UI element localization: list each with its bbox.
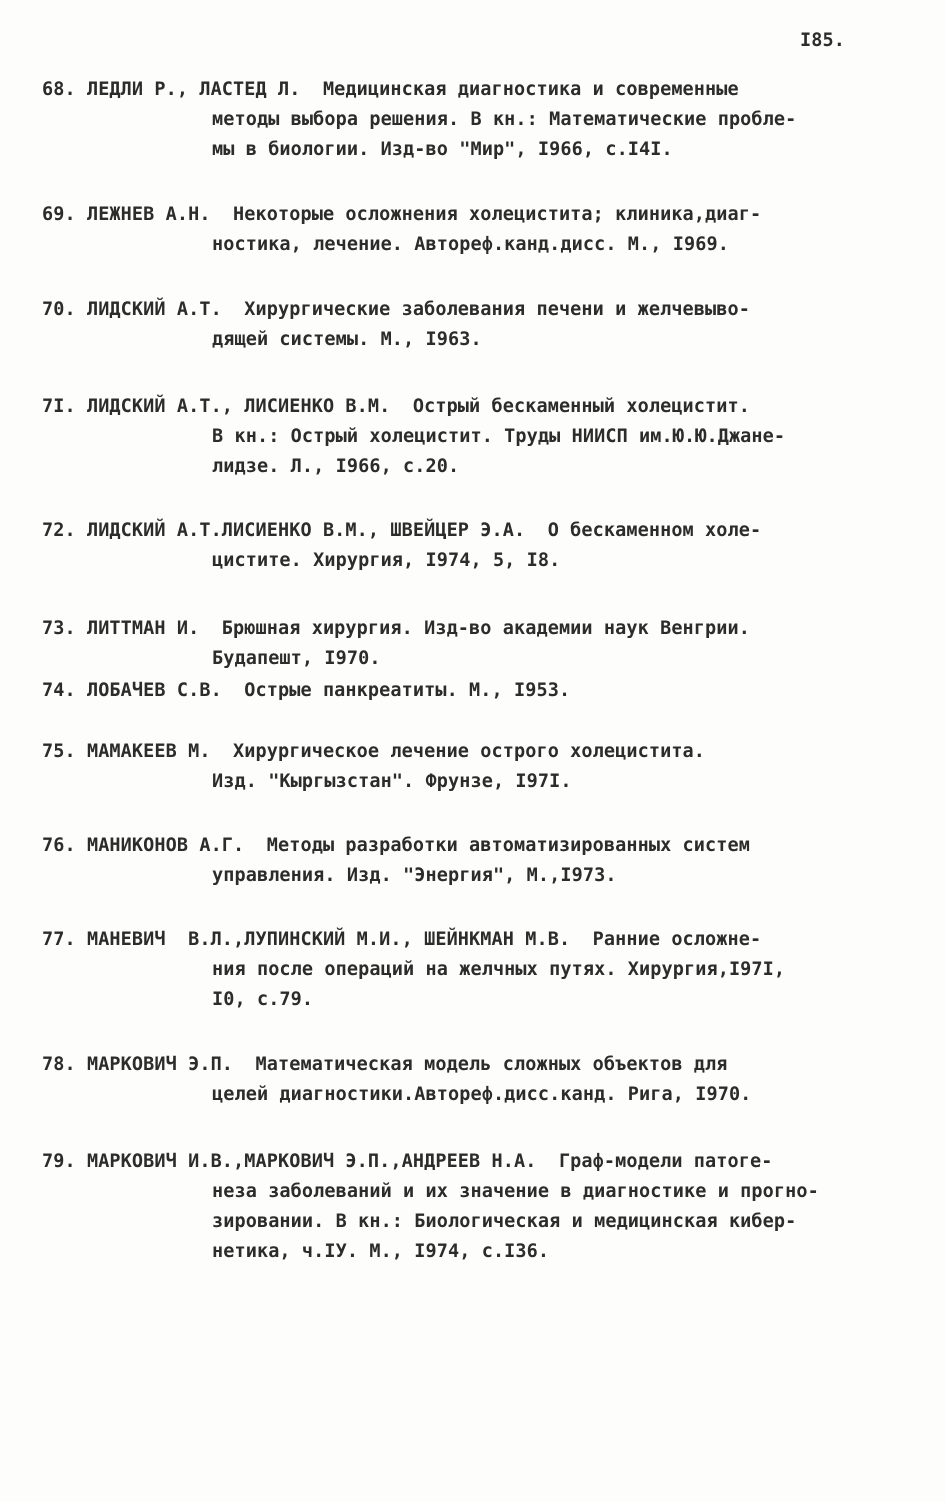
entry-line: ния после операций на желчных путях. Хирургия,I97I, bbox=[212, 959, 786, 980]
bibliography-entry-74 bbox=[42, 676, 912, 706]
bibliography-entry-68 bbox=[42, 75, 912, 165]
bibliography-entry-73 bbox=[42, 614, 912, 674]
entry-line: 75. МАМАКЕЕВ М. Хирургическое лечение острого холецистита. bbox=[42, 741, 706, 762]
entry-line: зировании. В кн.: Биологическая и медицинская кибер- bbox=[212, 1211, 797, 1232]
entry-line: неза заболеваний и их значение в диагностике и прогно- bbox=[212, 1181, 819, 1202]
entry-line: I0, с.79. bbox=[212, 989, 314, 1010]
bibliography-entry-79 bbox=[42, 1147, 912, 1267]
entry-line: 70. ЛИДСКИЙ А.Т. Хирургические заболевания печени и желчевыво- bbox=[42, 299, 750, 320]
entry-line: 79. МАРКОВИЧ И.В.,МАРКОВИЧ Э.П.,АНДРЕЕВ Н.А. Граф-модели патоге- bbox=[42, 1151, 773, 1172]
entry-line: мы в биологии. Изд-во "Мир", I966, с.I4I. bbox=[212, 139, 673, 160]
entry-line: 76. МАНИКОНОВ А.Г. Методы разработки автоматизированных систем bbox=[42, 835, 750, 856]
page-number: I85. bbox=[800, 30, 845, 51]
bibliography-entry-72 bbox=[42, 516, 912, 576]
entry-line: ностика, лечение. Автореф.канд.дисс. М., I969. bbox=[212, 234, 729, 255]
entry-line: цистите. Хирургия, I974, 5, I8. bbox=[212, 550, 561, 571]
entry-line: 78. МАРКОВИЧ Э.П. Математическая модель сложных объектов для bbox=[42, 1054, 728, 1075]
entry-line: 69. ЛЕЖНЕВ А.Н. Некоторые осложнения холецистита; клиника,диаг- bbox=[42, 204, 762, 225]
entry-line: 74. ЛОБАЧЕВ С.В. Острые панкреатиты. М., I953. bbox=[42, 680, 571, 701]
bibliography-entry-78 bbox=[42, 1050, 912, 1110]
entry-line: управления. Изд. "Энергия", М.,I973. bbox=[212, 865, 617, 886]
entry-line: В кн.: Острый холецистит. Труды НИИСП им.Ю.Ю.Джане- bbox=[212, 426, 786, 447]
bibliography-entry-75 bbox=[42, 737, 912, 797]
entry-line: Изд. "Кыргызстан". Фрунзе, I97I. bbox=[212, 771, 572, 792]
bibliography-entry-76 bbox=[42, 831, 912, 891]
bibliography-entry-71 bbox=[42, 392, 912, 482]
bibliography-entry-69 bbox=[42, 200, 912, 260]
entry-line: 68. ЛЕДЛИ Р., ЛАСТЕД Л. Медицинская диагностика и современные bbox=[42, 79, 739, 100]
entry-line: лидзе. Л., I966, с.20. bbox=[212, 456, 460, 477]
entry-line: нетика, ч.IУ. М., I974, с.I36. bbox=[212, 1241, 550, 1262]
entry-line: Будапешт, I970. bbox=[212, 648, 381, 669]
entry-line: 72. ЛИДСКИЙ А.Т.ЛИСИЕНКО В.М., ШВЕЙЦЕР Э.А. О бескаменном холе- bbox=[42, 520, 762, 541]
entry-line: целей диагностики.Автореф.дисс.канд. Рига, I970. bbox=[212, 1084, 752, 1105]
entry-line: 77. МАНЕВИЧ В.Л.,ЛУПИНСКИЙ М.И., ШЕЙНКМАН М.В. Ранние осложне- bbox=[42, 929, 762, 950]
entry-line: методы выбора решения. В кн.: Математические пробле- bbox=[212, 109, 797, 130]
entry-line: 7I. ЛИДСКИЙ А.Т., ЛИСИЕНКО В.М. Острый бескаменный холецистит. bbox=[42, 396, 750, 417]
entry-line: дящей системы. М., I963. bbox=[212, 329, 482, 350]
bibliography-entry-70 bbox=[42, 295, 912, 355]
entry-line: 73. ЛИТТМАН И. Брюшная хирургия. Изд-во академии наук Венгрии. bbox=[42, 618, 750, 639]
bibliography-entry-77 bbox=[42, 925, 912, 1015]
